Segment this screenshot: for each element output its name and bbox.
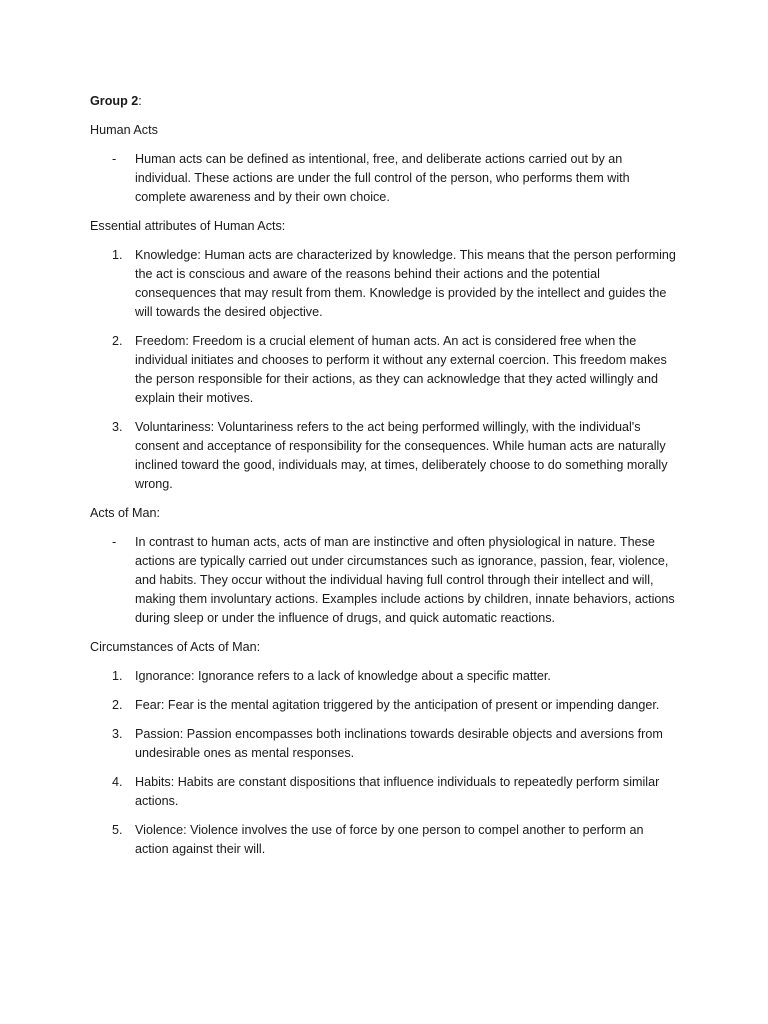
human-acts-list [90, 150, 680, 207]
essential-attributes-list [90, 246, 680, 494]
list-item [90, 821, 680, 859]
list-bullet-marker: - [112, 152, 117, 166]
list-item [90, 725, 680, 763]
list-item [90, 332, 680, 408]
circumstances-list [90, 667, 680, 859]
list-item-text: Habits: Habits are constant dispositions that influence individuals to repeatedly perform similar actions. [135, 775, 660, 808]
list-item [90, 696, 680, 715]
section-heading-circumstances: Circumstances of Acts of Man: [90, 640, 261, 654]
list-number-marker: 3. [112, 420, 123, 434]
list-number-marker: 4. [112, 775, 123, 789]
list-item-text: Knowledge: Human acts are characterized by knowledge. This means that the person performing the act is conscious and aware of the reasons behind their actions and the potential consequences that may result from them. Knowledge is provided by the intellect and guides the will towards the desired objective. [135, 248, 676, 319]
list-number-marker: 2. [112, 334, 123, 348]
document-title [90, 92, 680, 111]
list-item [90, 246, 680, 322]
list-item-text: In contrast to human acts, acts of man are instinctive and often physiological in nature. These actions are typically carried out under circumstances such as ignorance, passion, fear, violence, and habits. They occur without the individual having full control through their intellect and will, making them involuntary actions. Examples include actions by children, innate behaviors, actions during sleep or under the influence of drugs, and quick automatic reactions. [135, 535, 675, 625]
list-item [90, 773, 680, 811]
list-number-marker: 1. [112, 248, 123, 262]
list-item-text: Fear: Fear is the mental agitation triggered by the anticipation of present or impending danger. [135, 698, 660, 712]
list-item-text: Violence: Violence involves the use of force by one person to compel another to perform an action against their will. [135, 823, 644, 856]
section-heading-human-acts: Human Acts [90, 123, 158, 137]
list-item [90, 150, 680, 207]
list-bullet-marker: - [112, 535, 117, 549]
list-number-marker: 5. [112, 823, 123, 837]
document-title-colon: : [138, 94, 142, 108]
document-title-text: Group 2 [90, 94, 139, 108]
list-item [90, 418, 680, 494]
list-number-marker: 3. [112, 727, 123, 741]
list-item-text: Freedom: Freedom is a crucial element of human acts. An act is considered free when the individual initiates and chooses to perform it without any external coercion. This freedom makes the person responsible for their actions, as they can acknowledge that they acted willingly and explain their motives. [135, 334, 667, 405]
list-item-text: Passion: Passion encompasses both inclinations towards desirable objects and aversions from undesirable ones as mental responses. [135, 727, 663, 760]
list-item [90, 533, 680, 628]
list-number-marker: 2. [112, 698, 123, 712]
list-item-text: Voluntariness: Voluntariness refers to the act being performed willingly, with the individual's consent and acceptance of responsibility for the consequences. While human acts are naturally inclined toward the good, individuals may, at times, deliberately choose to do something morally wrong. [135, 420, 668, 491]
list-item-text: Human acts can be defined as intentional, free, and deliberate actions carried out by an individual. These actions are under the full control of the person, who performs them with complete awareness and by their own choice. [135, 152, 630, 204]
list-item [90, 667, 680, 686]
list-number-marker: 1. [112, 669, 123, 683]
section-heading-essential-attributes: Essential attributes of Human Acts: [90, 219, 286, 233]
acts-of-man-list [90, 533, 680, 628]
section-heading-acts-of-man: Acts of Man: [90, 506, 160, 520]
list-item-text: Ignorance: Ignorance refers to a lack of knowledge about a specific matter. [135, 669, 551, 683]
